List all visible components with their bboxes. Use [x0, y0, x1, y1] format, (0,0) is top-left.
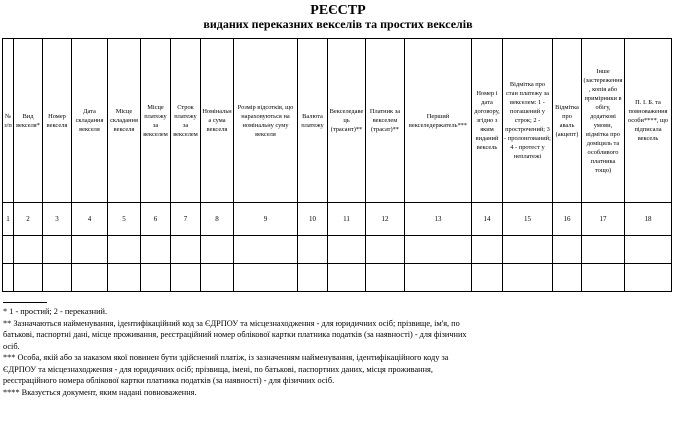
- table-row: [3, 264, 672, 292]
- column-number: 3: [43, 203, 72, 236]
- column-header: Розмір відсотків, що нараховуються на номінальну суму векселя: [234, 39, 298, 203]
- table-row: [3, 236, 672, 264]
- document-subtitle: виданих переказних векселів та простих векселів: [203, 17, 473, 31]
- column-header: № з/п: [3, 39, 14, 203]
- column-header: Місце платежу за векселем: [141, 39, 171, 203]
- column-header: Номер векселя: [43, 39, 72, 203]
- column-number: 12: [366, 203, 405, 236]
- footnote-2: ** Зазначаються найменування, ідентифікаційний код за ЄДРПОУ та місцезнаходження - для юридичних осіб; прізвище, ім'я, по батькові, паспортні дані, місце проживання, реєстраційний номер облікової картки платника податків (за наявності) - для фізичних осіб.: [3, 318, 467, 351]
- register-table: [2, 38, 672, 292]
- column-number: 17: [582, 203, 625, 236]
- column-number: 7: [171, 203, 201, 236]
- column-header: Інше (застереження, копія або примірники в обігу, додаткові умови, відмітка про доміциль та особливого платника тощо): [582, 39, 625, 203]
- column-header: Перший векселедержатель***: [405, 39, 472, 203]
- column-number: 18: [625, 203, 672, 236]
- column-number: 14: [472, 203, 503, 236]
- column-number: 9: [234, 203, 298, 236]
- column-header: Векселедавець (трасант)**: [328, 39, 366, 203]
- column-number: 6: [141, 203, 171, 236]
- column-header: Номінальна сума векселя: [201, 39, 234, 203]
- column-number: 15: [503, 203, 553, 236]
- column-number: 5: [108, 203, 141, 236]
- column-number: 11: [328, 203, 366, 236]
- column-header: Платник за векселем (трасат)**: [366, 39, 405, 203]
- footnote-1: * 1 - простий; 2 - переказний.: [3, 307, 108, 316]
- column-number: 1: [3, 203, 14, 236]
- column-number-row: [3, 203, 672, 236]
- column-header: П. І. Б. та повноваження особи****, що підписала вексель: [625, 39, 672, 203]
- document-title: РЕЄСТР: [310, 3, 366, 18]
- column-number: 13: [405, 203, 472, 236]
- column-header: Відмітка про стан платежу за векселем: 1 - погашений у строк; 2 - прострочений; 3 - пролонгований; 4 - протест у неплатежі: [503, 39, 553, 203]
- column-number: 2: [14, 203, 43, 236]
- column-header: Валюта платежу: [298, 39, 328, 203]
- column-header: Відмітка про аваль (акцепт): [553, 39, 582, 203]
- footnote-divider: [3, 302, 47, 303]
- column-number: 10: [298, 203, 328, 236]
- column-header: Номер і дата договору, згідно з яким виданий вексель: [472, 39, 503, 203]
- column-number: 16: [553, 203, 582, 236]
- footnotes: [3, 306, 473, 398]
- column-header: Дата складання векселя: [72, 39, 108, 203]
- column-number: 8: [201, 203, 234, 236]
- header-row: [3, 39, 672, 203]
- footnote-3: *** Особа, якій або за наказом якої повинен бути здійснений платіж, із зазначенням найменування, ідентифікаційного коду за ЄДРПОУ та місцезнаходження - для юридичних осіб; прізвища, імені, по батькові, паспортних даних, місця проживання, реєстраційного номера облікової картки платника податків (за наявності) - для фізичних осіб.: [3, 353, 449, 385]
- column-header: Вид векселя*: [14, 39, 43, 203]
- column-header: Місце складання векселя: [108, 39, 141, 203]
- footnote-4: **** Вказується документ, яким надані повноваження.: [3, 387, 197, 397]
- column-header: Строк платежу за векселем: [171, 39, 201, 203]
- column-number: 4: [72, 203, 108, 236]
